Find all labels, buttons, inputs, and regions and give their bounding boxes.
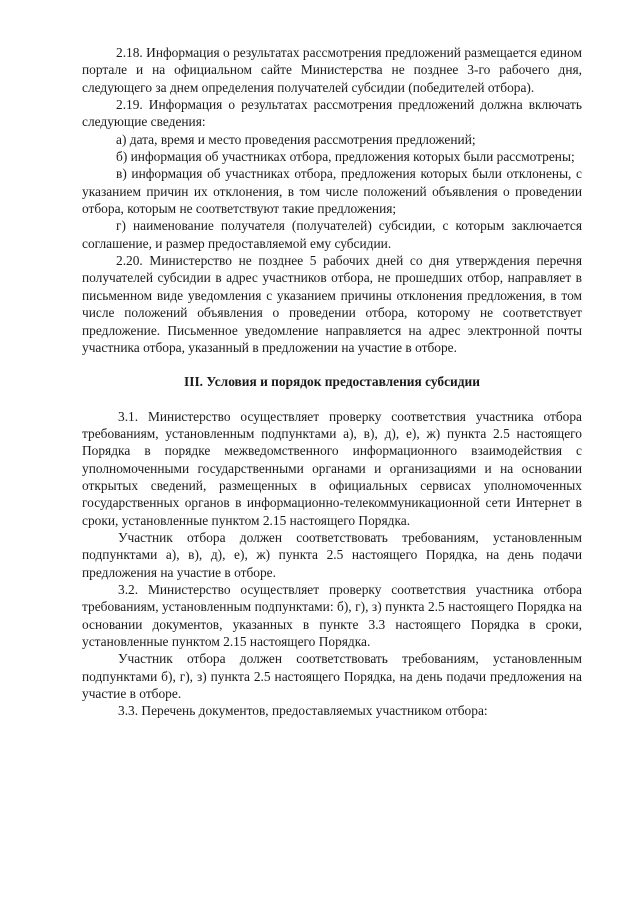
paragraph-2-19-v: в) информация об участниках отбора, предложения которых были отклонены, с указанием причин их отклонения, в том числе положений объявления о проведении отбора, которым не соответствуют такие предложения;: [82, 166, 582, 217]
paragraph-3-3: 3.3. Перечень документов, предоставляемых участником отбора:: [118, 703, 488, 719]
paragraph-3-2: 3.2. Министерство осуществляет проверку соответствия участника отбора требованиям, установленным подпунктами: б), г), з) пункта 2.5 настоящего Порядка на основании документов, указанных в пункте 3.3 настоящего Порядка в сроки, установленные пунктом 2.15 настоящего Порядка.: [82, 581, 582, 649]
paragraph-2-19-b: б) информация об участниках отбора, предложения которых были рассмотрены;: [116, 149, 575, 165]
paragraph-2-19: 2.19. Информация о результатах рассмотрения предложений должна включать следующие сведения:: [82, 97, 582, 130]
paragraph-2-19-g: г) наименование получателя (получателей) субсидии, с которым заключается соглашение, и размер предоставляемой ему субсидии.: [82, 218, 582, 251]
paragraph-2-19-a: а) дата, время и место проведения рассмотрения предложений;: [116, 131, 476, 147]
paragraph-3-1-requirement: Участник отбора должен соответствовать требованиям, установленным подпунктами а), в), д), е), ж) пункта 2.5 настоящего Порядка, на день подачи предложения на участие в отборе.: [82, 529, 582, 580]
paragraph-2-18: 2.18. Информация о результатах рассмотрения предложений размещается едином портале и на официальном сайте Министерства не позднее 3-го рабочего дня, следующего за днем определения получателей субсидии (победителей отбора).: [82, 45, 582, 95]
section-3-heading: III. Условия и порядок предоставления субсидии: [184, 374, 480, 390]
paragraph-3-2-requirement: Участник отбора должен соответствовать требованиям, установленным подпунктами б), г), з) пункта 2.5 настоящего Порядка, на день подачи предложения на участие в отборе.: [82, 651, 582, 702]
paragraph-3-1: 3.1. Министерство осуществляет проверку соответствия участника отбора требованиям, установленным подпунктами а), в), д), е), ж) пункта 2.5 настоящего Порядка в порядке межведомственного информационного взаимодействия с уполномоченными государственными органами и организациями и на основании открытых сведений, размещенных в официальных сервисах уполномоченных государственных органов в информационно-телекоммуникационной сети Интернет в сроки, установленные пунктом 2.15 настоящего Порядка.: [82, 408, 582, 528]
paragraph-2-20: 2.20. Министерство не позднее 5 рабочих дней со дня утверждения перечня получателей субсидии в адрес участников отбора, не прошедших отбор, направляет в письменном виде уведомления с указанием причины отклонения предложения, в том числе положений объявления о проведении отбора, которому не соответствует предложение. Письменное уведомление направляется на адрес электронной почты участника отбора, указанный в предложении на участие в отборе.: [82, 253, 582, 355]
